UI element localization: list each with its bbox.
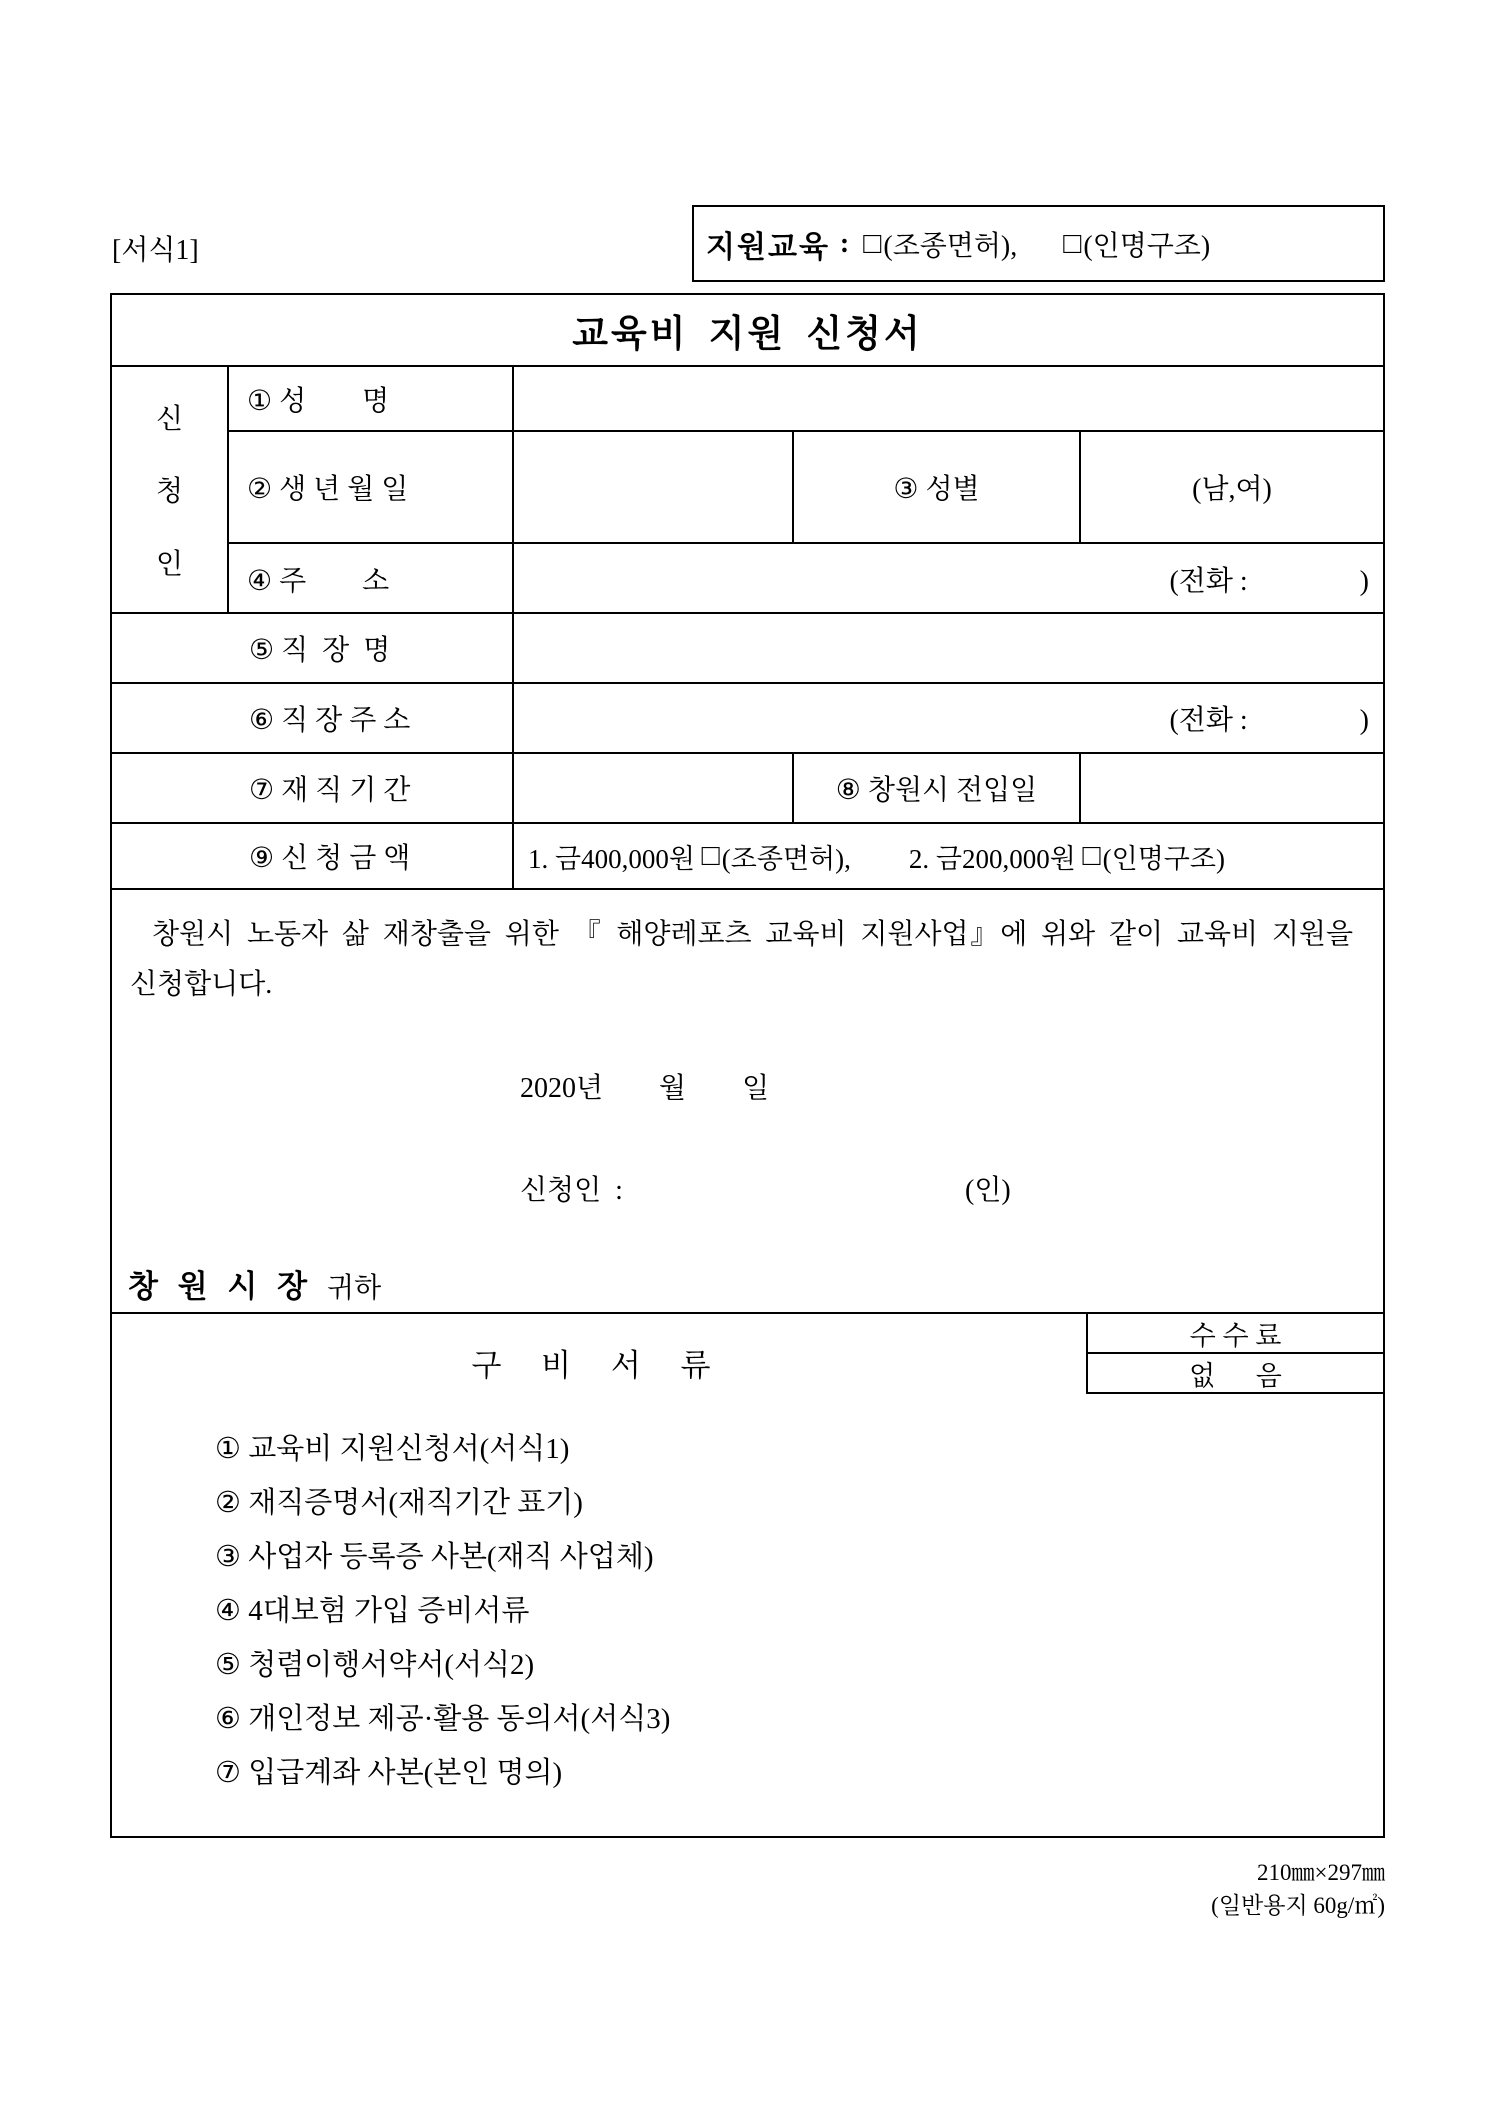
amount-value-cell — [514, 824, 1383, 888]
applicant-char-2: 청 — [155, 476, 184, 508]
checkbox-amount-lifesaving[interactable]: □ — [1082, 839, 1101, 872]
option-pilot-license — [863, 224, 1017, 264]
fee-value: 없 음 — [1088, 1354, 1383, 1394]
address-input-cell[interactable] — [514, 544, 1383, 614]
name-input-cell[interactable] — [514, 367, 1383, 430]
row-amount — [112, 824, 1383, 890]
document-item: ② 재직증명서(재직기간 표기) — [215, 1486, 583, 1519]
document-item: ⑤ 청렴이행서약서(서식2) — [215, 1648, 535, 1681]
option-lifesaving — [1063, 224, 1210, 264]
amount-label: ⑨ 신 청 금 액 — [112, 824, 514, 888]
address-phone-label: (전화 : ) — [1169, 566, 1369, 597]
row-workplace-address — [112, 684, 1383, 754]
checkbox-lifesaving[interactable]: □ — [1063, 226, 1082, 260]
form-tag: [서식1] — [112, 235, 199, 266]
checkbox-pilot-license[interactable]: □ — [863, 226, 882, 260]
gender-value: (남,여) — [1192, 474, 1272, 505]
move-in-label: ⑧ 창원시 전입일 — [794, 754, 1081, 822]
address-label: ④ 주 소 — [229, 544, 514, 614]
amount-option-2-text: 2. 금200,000원 — [908, 843, 1083, 874]
support-education-colon: : — [839, 227, 850, 259]
option-lifesaving-label: (인명구조) — [1083, 230, 1211, 262]
applicant-char-3: 인 — [155, 548, 184, 580]
page-footer — [1211, 1856, 1385, 1922]
required-documents-list — [112, 1419, 1383, 1797]
workplace-address-label: ⑥ 직 장 주 소 — [112, 684, 514, 752]
required-documents-section — [112, 1314, 1383, 1836]
recipient-name: 창 원 시 장 — [128, 1269, 314, 1304]
application-form-table — [110, 293, 1385, 1838]
amount-option-1-suffix: (조종면허), — [721, 843, 851, 874]
form-title: 교육비 지원 신청서 — [572, 314, 923, 355]
workplace-label: ⑤ 직 장 명 — [112, 614, 514, 682]
row-workplace — [112, 614, 1383, 684]
paper-size: 210㎜×297㎜ — [1257, 1860, 1385, 1885]
fee-label: 수 수 료 — [1088, 1314, 1383, 1354]
workplace-address-input-cell[interactable] — [514, 684, 1383, 752]
form-title-row — [112, 295, 1383, 367]
document-item: ④ 4대보험 가입 증비서류 — [215, 1594, 530, 1627]
support-education-box — [692, 205, 1385, 282]
row-birth-gender — [229, 432, 1383, 544]
amount-option-2-suffix: (인명구조) — [1102, 843, 1225, 874]
fee-box — [1086, 1314, 1383, 1394]
document-item: ③ 사업자 등록증 사본(재직 사업체) — [215, 1540, 654, 1573]
seal-mark: (인) — [965, 1175, 1011, 1206]
required-documents-title: 구 비 서 류 — [471, 1348, 727, 1383]
signature-line — [112, 1168, 1383, 1204]
applicant-signature-label: 신청인 : — [520, 1175, 623, 1206]
amount-option-1-text: 1. 금400,000원 — [528, 843, 702, 874]
recipient-line — [128, 1261, 381, 1306]
document-item: ⑥ 개인정보 제공·활용 동의서(서식3) — [215, 1702, 671, 1735]
name-label: ① 성 명 — [229, 367, 514, 430]
amount-option-2 — [909, 837, 1225, 876]
statement-section — [112, 890, 1383, 1314]
applicant-group-label — [112, 367, 229, 612]
tenure-input-cell[interactable] — [514, 754, 794, 822]
birth-label: ② 생 년 월 일 — [229, 432, 514, 542]
support-education-label: 지원교육 — [706, 230, 830, 264]
birth-input-cell[interactable] — [514, 432, 794, 542]
gender-label: ③ 성별 — [794, 432, 1081, 542]
row-tenure — [112, 754, 1383, 824]
workplace-input-cell[interactable] — [514, 614, 1383, 682]
tenure-label: ⑦ 재 직 기 간 — [112, 754, 514, 822]
checkbox-amount-pilot-license[interactable]: □ — [701, 839, 720, 872]
date-line: 2020년 월 일 — [520, 1073, 770, 1104]
paper-type: (일반용지 60g/㎡) — [1211, 1893, 1385, 1918]
amount-option-1 — [528, 837, 851, 876]
document-item: ⑦ 입급계좌 사본(본인 명의) — [215, 1756, 563, 1789]
applicant-char-1: 신 — [155, 404, 184, 436]
document-item: ① 교육비 지원신청서(서식1) — [215, 1432, 570, 1465]
workplace-phone-label: (전화 : ) — [1169, 705, 1369, 736]
recipient-honorific: 귀하 — [327, 1273, 382, 1304]
move-in-input-cell[interactable] — [1081, 754, 1383, 822]
row-name — [229, 367, 1383, 432]
applicant-block — [112, 367, 1383, 614]
row-address — [229, 544, 1383, 614]
option-pilot-license-label: (조종면허), — [883, 230, 1018, 262]
statement-paragraph: 창원시 노동자 삶 재창출을 위한 『 해양레포츠 교육비 지원사업』에 위와 같이 교육비 지원을 신청합니다. — [130, 919, 1353, 1000]
